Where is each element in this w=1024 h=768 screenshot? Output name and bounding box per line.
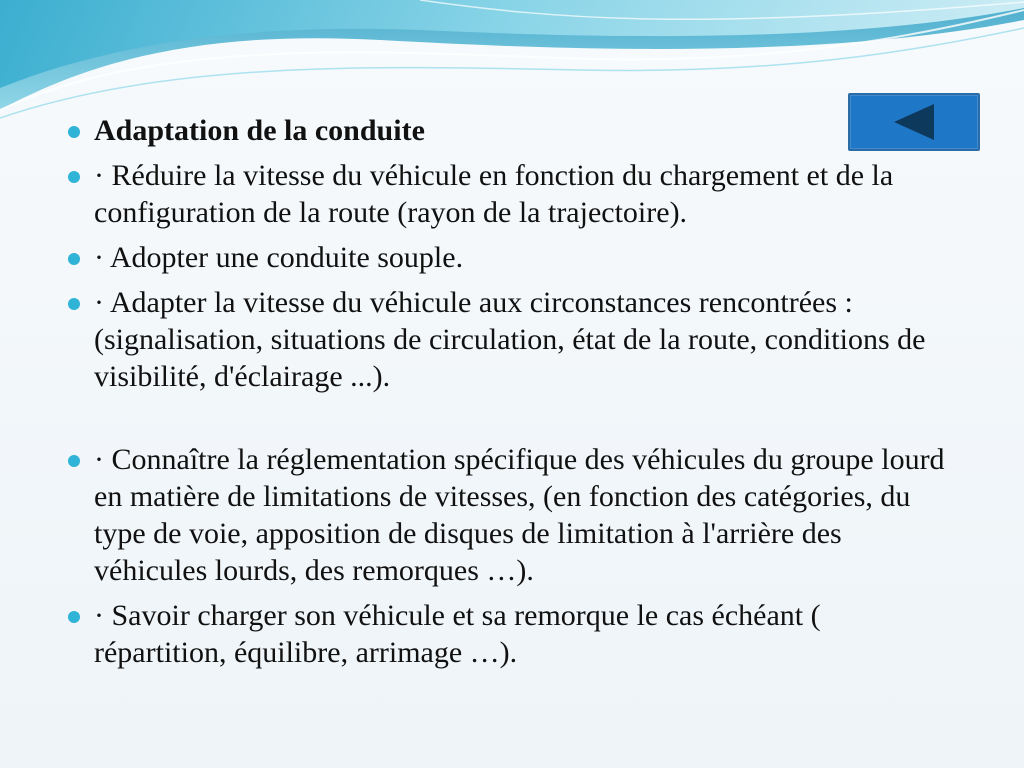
list-item [60, 284, 960, 395]
bullet-list [60, 112, 960, 671]
list-item-heading [60, 112, 960, 149]
bullet-text: · Connaître la réglementation spécifique des véhicules du groupe lourd en matière de limitations de vitesses, (en fonction des catégories, du type de voie, apposition de disques de limitation à l'arrière des véhicules lourds, des remorques …). [94, 443, 945, 587]
list-item [60, 597, 960, 671]
list-item [60, 441, 960, 589]
bullet-dot-icon [68, 126, 80, 138]
bullet-dot-icon [68, 298, 80, 310]
slide-heading: Adaptation de la conduite [94, 114, 425, 147]
bullet-text: · Savoir charger son véhicule et sa remorque le cas échéant ( répartition, équilibre, arrimage …). [94, 599, 821, 669]
bullet-text: · Réduire la vitesse du véhicule en fonction du chargement et de la configuration de la route (rayon de la trajectoire). [94, 159, 894, 229]
slide-content [60, 112, 960, 679]
bullet-dot-icon [68, 171, 80, 183]
bullet-text: · Adapter la vitesse du véhicule aux circonstances rencontrées : (signalisation, situations de circulation, état de la route, conditions de visibilité, d'éclairage ...). [94, 286, 926, 393]
bullet-text: · Adopter une conduite souple. [94, 241, 464, 274]
bullet-dot-icon [68, 611, 80, 623]
list-item [60, 239, 960, 276]
list-item [60, 157, 960, 231]
bullet-dot-icon [68, 253, 80, 265]
bullet-dot-icon [68, 455, 80, 467]
